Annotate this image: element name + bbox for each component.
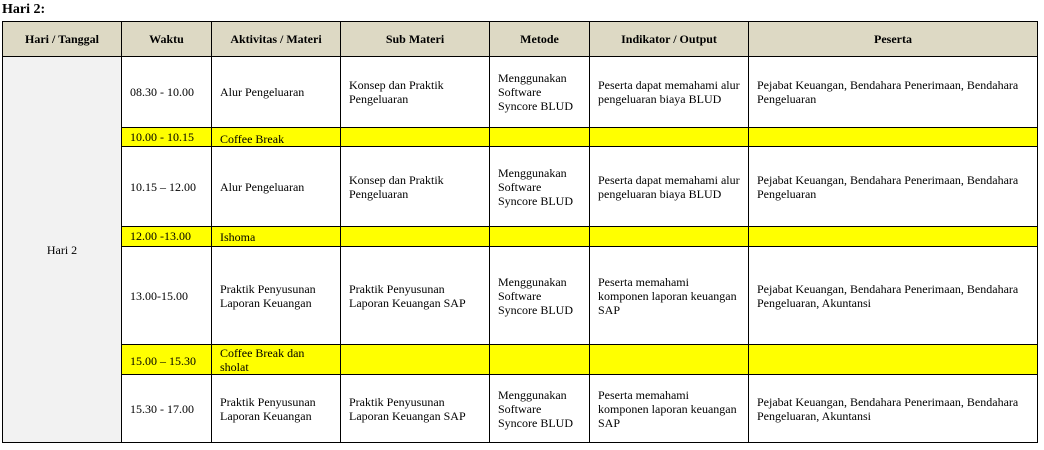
peserta-cell — [749, 345, 1038, 375]
sub-materi-cell: Praktik Penyusunan Laporan Keuangan SAP — [341, 247, 490, 345]
section-title: Hari 2: — [2, 2, 46, 17]
table-row — [3, 57, 1038, 128]
sub-materi-cell: Konsep dan Praktik Pengeluaran — [341, 57, 490, 128]
sub-materi-cell — [341, 345, 490, 375]
metode-cell — [490, 227, 590, 247]
header-sub-materi: Sub Materi — [341, 22, 490, 57]
time-cell: 12.00 -13.00 — [122, 227, 212, 247]
indikator-cell: Peserta memahami komponen laporan keuangan SAP — [590, 375, 749, 443]
activity-cell: Alur Pengeluaran — [212, 147, 341, 227]
sub-materi-cell: Praktik Penyusunan Laporan Keuangan SAP — [341, 375, 490, 443]
peserta-cell — [749, 128, 1038, 147]
break-row — [3, 227, 1038, 247]
peserta-cell: Pejabat Keuangan, Bendahara Penerimaan, Bendahara Pengeluaran — [749, 147, 1038, 227]
header-hari-tanggal: Hari / Tanggal — [3, 22, 122, 57]
time-cell: 10.15 – 12.00 — [122, 147, 212, 227]
metode-cell: Menggunakan Software Syncore BLUD — [490, 57, 590, 128]
metode-cell — [490, 128, 590, 147]
schedule-table — [2, 21, 1038, 443]
peserta-cell: Pejabat Keuangan, Bendahara Penerimaan, Bendahara Pengeluaran — [749, 57, 1038, 128]
activity-cell: Coffee Break dan sholat — [212, 345, 341, 375]
time-cell: 15.00 – 15.30 — [122, 345, 212, 375]
peserta-cell: Pejabat Keuangan, Bendahara Penerimaan, Bendahara Pengeluaran, Akuntansi — [749, 375, 1038, 443]
sub-materi-cell — [341, 128, 490, 147]
activity-cell: Praktik Penyusunan Laporan Keuangan — [212, 247, 341, 345]
peserta-cell — [749, 227, 1038, 247]
indikator-cell: Peserta memahami komponen laporan keuangan SAP — [590, 247, 749, 345]
activity-cell: Praktik Penyusunan Laporan Keuangan — [212, 375, 341, 443]
peserta-cell: Pejabat Keuangan, Bendahara Penerimaan, Bendahara Pengeluaran, Akuntansi — [749, 247, 1038, 345]
metode-cell: Menggunakan Software Syncore BLUD — [490, 247, 590, 345]
day-cell: Hari 2 — [3, 57, 122, 443]
sub-materi-cell — [341, 227, 490, 247]
time-cell: 10.00 - 10.15 — [122, 128, 212, 147]
header-metode: Metode — [490, 22, 590, 57]
header-indikator: Indikator / Output — [590, 22, 749, 57]
sub-materi-cell: Konsep dan Praktik Pengeluaran — [341, 147, 490, 227]
indikator-cell — [590, 345, 749, 375]
break-row — [3, 345, 1038, 375]
indikator-cell: Peserta dapat memahami alur pengeluaran biaya BLUD — [590, 57, 749, 128]
table-row — [3, 247, 1038, 345]
metode-cell: Menggunakan Software Syncore BLUD — [490, 147, 590, 227]
metode-cell — [490, 345, 590, 375]
header-peserta: Peserta — [749, 22, 1038, 57]
header-waktu: Waktu — [122, 22, 212, 57]
break-row — [3, 128, 1038, 147]
time-cell: 08.30 - 10.00 — [122, 57, 212, 128]
indikator-cell — [590, 128, 749, 147]
header-row — [3, 22, 1038, 57]
table-row — [3, 375, 1038, 443]
metode-cell: Menggunakan Software Syncore BLUD — [490, 375, 590, 443]
activity-cell: Alur Pengeluaran — [212, 57, 341, 128]
table-row — [3, 147, 1038, 227]
indikator-cell: Peserta dapat memahami alur pengeluaran biaya BLUD — [590, 147, 749, 227]
time-cell: 15.30 - 17.00 — [122, 375, 212, 443]
activity-cell: Ishoma — [212, 227, 341, 247]
header-aktivitas: Aktivitas / Materi — [212, 22, 341, 57]
indikator-cell — [590, 227, 749, 247]
activity-cell: Coffee Break — [212, 128, 341, 147]
time-cell: 13.00-15.00 — [122, 247, 212, 345]
